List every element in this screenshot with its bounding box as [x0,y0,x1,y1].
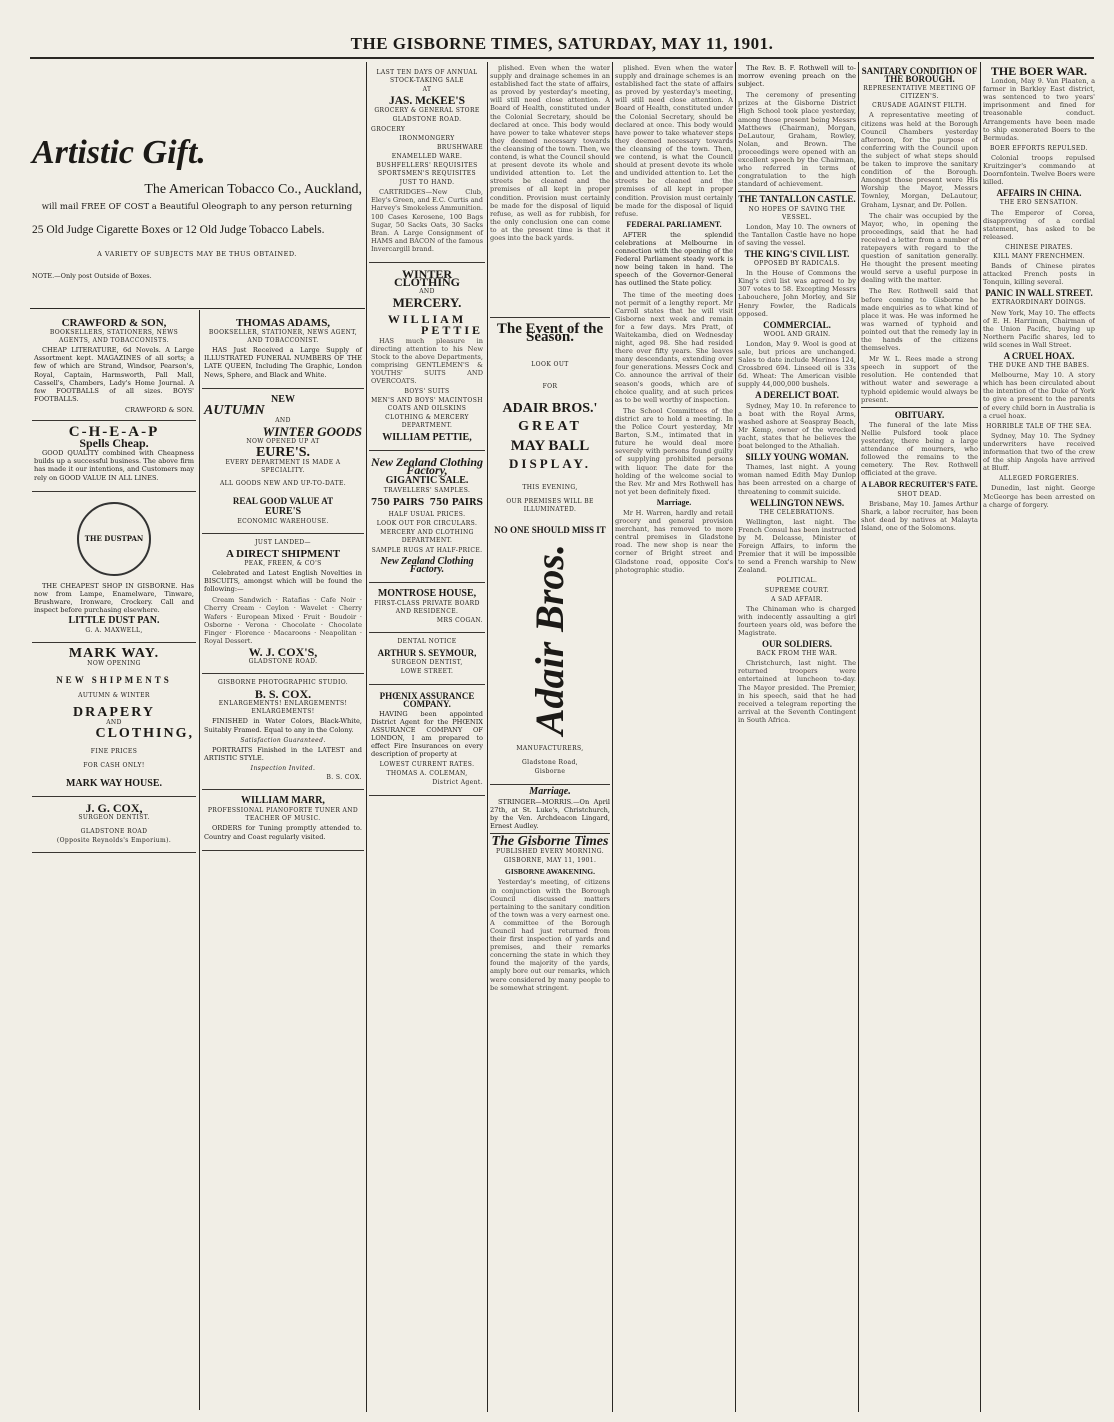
mckee-grocery: GROCERY [371,125,406,133]
pettie-william: WILLIAM [387,312,467,327]
dental-seymour: ARTHUR S. SEYMOUR, [377,648,477,659]
wjcox-biscuits: Celebrated and Latest English Novelties in BISCUITS, amongst which will be found the following:— [204,569,362,594]
col6-tantallon-sub: NO HOPES OF SAVING THE VESSEL. [748,205,846,221]
column-6 [738,64,856,1408]
col7-sanitary: SANITARY CONDITION OF THE BOROUGH. [861,66,978,85]
col4-times: The Gisborne Times [491,834,609,850]
nz-rugs: SAMPLE RUGS AT HALF-PRICE. [371,546,483,554]
pettie-and: AND [419,288,435,296]
column-2 [202,312,364,1408]
mckee-bush: BUSHFELLERS' REQUISITES SPORTSMEN'S REQUISITES [376,161,478,178]
col6-tantallon-body: London, May 10. The owners of the Tantallon Castle have no hope of saving the vessel. [738,222,856,247]
eures-allgoods: ALL GOODS NEW AND UP-TO-DATE. [219,480,347,488]
pettie-ad [369,263,485,451]
artistic-line4: A VARIETY OF SUBJECTS MAY BE THUS OBTAINED. [97,250,297,258]
adams-subtitle: BOOKSELLER, STATIONER, NEWS AGENT, AND TOBACCONIST. [208,329,358,345]
nz-gigantic: GIGANTIC SALE. [385,474,469,486]
col4-article-bottom: Yesterday's meeting, of citizens in conjunction with the Borough Council discussed matters pertaining to the sanitary condition of the town was a very earnest one. A committee of the Borough Council had just returned from their first inspection of yards and premises, and their remarks concerning the state in which they found the majority of the yards, amply bore out our remarks, which were considered by many people to be somewhat stringent. [490,878,610,992]
markway-ad [32,643,196,797]
col8-kill: KILL MANY FRENCHMEN. [993,252,1085,260]
crawford-sign: CRAWFORD & SON. [125,405,194,414]
crawford-subtitle: BOOKSELLERS, STATIONERS, NEWS AGENTS, AND TOBACCONISTS. [49,329,179,345]
column-1 [32,312,196,1408]
adair-gisborne: Gisborne [534,768,566,776]
eures-winter: WINTER GOODS [262,423,362,439]
montrose-cogan: MRS COGAN. [436,617,483,625]
col4-date: GISBORNE, MAY 11, 1901. [503,857,597,865]
col5-article-bottom: Mr H. Warren, hardly and retail grocery and general provision merchant, has removed to more central premises in Gladstone road. The new shop is near the corner of Bright street and Gladstone road, opposite Cox's photographic studio. [615,508,733,574]
dental-lowe: LOWE STREET. [400,668,454,676]
mckee-lastten: LAST TEN DAYS OF ANNUAL STOCK-TAKING SALE [376,69,478,85]
montrose-title: MONTROSE HOUSE, [377,587,477,599]
col8-panic-sub: EXTRAORDINARY DOINGS. [991,299,1087,307]
nz-mercery: MERCERY AND CLOTHING DEPARTMENT. [380,529,474,545]
dustpan-body: THE CHEAPEST SHOP IN GISBORNE. Has now from Lampe, Enamelware, Tinware, Brushware, Ironware, Crockery. Call and inspect before purchasing elsewhere. [34,581,194,614]
col6-civil: THE KING'S CIVIL LIST. [744,248,850,259]
artistic-note: NOTE.—Only post Outside of Boxes. [32,272,152,280]
pettie-pettie: PETTIE [420,323,483,338]
adair-mayball: MAY BALL [510,437,590,454]
col8-forgeries-body: Dunedin, last night. George McGeorge has been arrested on a charge of forgery. [983,484,1095,509]
col8-hoax-sub: THE DUKE AND THE BABES. [988,362,1090,370]
col6-silly-body: Thames, last night. A young woman named Edith May Dunlop has been arrested on a charge of threatening to commit suicide. [738,463,856,496]
adams-title: THOMAS ADAMS, [235,317,331,329]
markway-opening: NOW OPENING [87,660,141,668]
col6-civil-body: In the House of Commons the King's civil list was agreed to by 307 votes to 58. Excepting Messrs Labouchere, John Morley, and Sir Henry Fowler, the Radicals opposed. [738,269,856,318]
col7-shot: SHOT DEAD. [897,490,942,498]
phenix-title: PHŒNIX ASSURANCE COMPANY. [379,690,475,709]
col7-body-1: A representative meeting of citizens was held at the Borough Council Chambers yesterday afternoon, for the purpose of conferring with the Council upon the subject of what steps should be taken to improve the sanitary condition of the Borough. Amongst those present were His Worship the Mayor, Messrs Townley, Morgan, DeLautour, Graham, Lysnar, and Dr. Pollen. [861,111,978,209]
dustpan-ad [32,492,196,644]
artistic-line2: will mail FREE OF COST a Beautiful Oleograph to any person returning [41,202,353,212]
col8-hoax: A CRUEL HOAX. [1003,351,1075,361]
col6-derelict: A DERELICT BOAT. [755,390,839,401]
nz-half: HALF USUAL PRICES. [388,511,466,519]
adair-for: FOR [542,383,558,391]
column-5 [615,64,733,1408]
jgcox-surgeon: SURGEON DENTIST. [78,814,150,822]
eures-and: AND [275,416,291,424]
phenix-lowest: LOWEST CURRENT RATES. [379,761,475,769]
photo-bscox: B. S. COX. [254,687,312,702]
montrose-ad [369,583,485,633]
adair-event: The Event of the Season. [496,321,604,346]
mckee-list: CARTRIDGES—New Club, Eley's Green, and E.C. Curtis and Harvey's Smokeless Ammunition. 100 Cases Kerosene, 100 Bags Sugar, 50 Sacks Oats, 30 Sacks Bran. A Large Consignment of HAMS and BACON of the famous Invercargill brand. [371,188,483,253]
wjcox-list: Cream Sandwich · Ratafias · Cafe Noir · Cherry Cream · Ceylon · Wavelet · Cherry Wafers · European Mixed · Fruit · Boudoir · Osborne · Verona · Chocolate · Chocolate Finger · Florence · Macaroons · Neapolitan · Royal Dessert. [204,596,362,645]
col6-derelict-body: Sydney, May 10. In reference to a boat with the Royal Arms, washed ashore at Seaspray Beach, Mr Kemp, owner of the wrecked yacht, states that he believes the boat belonged to the Athaliah. [738,401,856,451]
eures-nowopen: NOW OPENED UP AT [246,438,320,446]
col7-meeting: REPRESENTATIVE MEETING OF CITIZEN'S. [863,85,976,101]
col-rule-4 [612,62,613,1412]
adair-nomiss: NO ONE SHOULD MISS IT [494,525,606,536]
col6-civil-sub: OPPOSED BY RADICALS. [753,260,841,268]
col5-federal-body: AFTER the splendid celebrations at Melbourne in connection with the opening of the Federal Parliament steady work is now being taken in hand. The speech of the Governor-General has outlined the State policy. [615,230,733,288]
jgcox-road: GLADSTONE ROAD [80,828,148,836]
artistic-rule [30,308,365,309]
col5-marriage: Marriage. [656,497,692,507]
nz-factory-ad [369,451,485,583]
pettie-mens: MEN'S AND BOYS' MACINTOSH COATS AND OILSKINS [371,397,483,413]
wjcox-title: W. J. COX'S, [248,644,318,659]
photo-inspection: Inspection Invited. [250,764,316,772]
col6-intro: The Rev. B. F. Rothwell will to-morrow evening preach on the subject. [738,64,856,89]
col8-efforts: BOER EFFORTS REPULSED. [990,144,1088,152]
adams-body: HAS Just Received a Large Supply of ILLUSTRATED FUNERAL NUMBERS OF THE LATE QUEEN, Including The Graphic, London News, Sphere, and Black and White. [204,346,362,379]
col7-crusade: CRUSADE AGAINST FILTH. [872,102,967,110]
col8-forgeries: ALLEGED FORGERIES. [999,475,1079,483]
mckee-enamelled: ENAMELLED WARE. [391,152,463,160]
dustpan-owner: G. A. MAXWELL, [85,627,143,635]
col6-wellington: WELLINGTON NEWS. [749,497,845,508]
jgcox-title: J. G. COX, [85,801,143,816]
col8-kill-body: Bands of Chinese pirates attacked French posts in Tonquin, killing several. [983,262,1095,287]
col8-panic: PANIC IN WALL STREET. [985,288,1093,299]
dental-notice: DENTAL NOTICE [397,638,457,646]
phenix-ad [369,685,485,796]
col6-silly: SILLY YOUNG WOMAN. [745,452,849,463]
markway-clothing: CLOTHING, [95,725,194,741]
photo-satisfaction: Satisfaction Guaranteed. [240,736,326,744]
jgcox-opposite: (Opposite Reynolds's Emporium). [56,837,172,845]
col7-body-2: The chair was occupied by the Mayor, who, in opening the proceedings, said that he had received a letter from a number of ratepayers with regard to the question of sanitation generally. He thought the present meeting would serve a useful purpose in dealing with the matter. [861,211,978,285]
pettie-body: HAS much pleasure in directing attention to his New Stock to the above Departments, comprising GENTLEMEN'S & YOUTHS' SUITS AND OVERCOATS. [371,336,483,385]
col6-wool-body: London, May 9. Wool is good at sale, but prices are unchanged. Sales to date include Merinos 124, Crossbred 694. Linseed oil is 33s 6d. Wheat: The American visible supply 44,000,000 bushels. [738,339,856,389]
dental-sub: SURGEON DENTIST, [391,659,463,667]
wjcox-direct: A DIRECT SHIPMENT [225,547,341,560]
eures-dept: EVERY DEPARTMENT IS MADE A SPECIALITY. [225,459,341,475]
col5-article-low: The School Committees of the district are to hold a meeting. In the Police Court yesterday, Mr Barton, S.M., intimated that in future he would deal more severely with persons found guilty of supplying prohibited persons with liquor. The date for the holding of the welcome social to the Rev. Mr and Mrs Rothwell has not yet been definitely fixed. [615,406,733,496]
markway-and: AND [106,718,122,726]
col6-wool: WOOL AND GRAIN. [763,330,831,338]
pettie-mercery: MERCERY. [392,295,462,311]
adair-ad [490,317,610,785]
col7-obituary: OBITUARY. [861,407,978,419]
markway-title: MARK WAY. [68,646,160,662]
col8-horrible-body: Sydney, May 10. The Sydney underwriters have received information that two of the crew of the ship Angola have arrived at Bluff. [983,431,1095,473]
col6-wellington-body: Wellington, last night. The French Consul has been instructed by M. Delcasse, Minister of Foreign Affairs, to inform the Premier that it will be impossible to send a French warship to New Zealand. [738,517,856,575]
adair-road: Gladstone Road, [521,759,578,767]
wjcox-addr: GLADSTONE ROAD. [248,658,318,665]
eures-name2: EURE'S [264,505,302,517]
photo-portraits: PORTRAITS Finished in the LATEST and ARTISTIC STYLE. [204,745,362,762]
crawford-body: CHEAP LITERATURE, 6d Novels. A Large Assortment kept. MAGAZINES of all sorts; a few of which are Strand, Windsor, Pearson's, Royal, Captain, Harmsworth, Pall Mall, Cassell's, Chambers, Lady's Home Journal. A few FOOTBALLS of all sizes. BOYS' FOOTBALLS. [34,346,194,403]
col4-published: PUBLISHED EVERY MORNING. [495,848,605,856]
col8-hoax-body: Melbourne, May 10. A story which has been circulated about the intention of the Duke of York to give a present to the parents of every child born in Australia is a cruel hoax. [983,371,1095,420]
marr-subtitle: PROFESSIONAL PIANOFORTE TUNER AND TEACHER OF MUSIC. [207,807,359,823]
photo-ad [202,674,364,790]
pettie-winter: WINTER CLOTHING [393,266,460,290]
col6-front: BACK FROM THE WAR. [756,650,838,658]
masthead-rule [30,57,1094,59]
eures-new: NEW [271,393,295,405]
cheap-ad [32,421,196,492]
col4-marriage: Marriage. [529,785,571,797]
photo-studio: GISBORNE PHOTOGRAPHIC STUDIO. [217,679,349,687]
col6-article-top: The ceremony of presenting prizes at the Gisborne District High School took place yesterday, among those present being Messrs Matthews (Chairman), Morgan, DeLautour, Graham, Rowley, Nolan, and Brown. The proceedings were opened with an excellent speech by the Chairman, who referred in terms of congratulation to the high standard of achievement. [738,91,856,189]
wjcox-ad [202,534,364,674]
col6-affair-body: The Chinaman who is charged with indecently assaulting a girl fourteen years old, was before the Magistrate. [738,604,856,637]
col-rule-7 [980,62,981,1412]
mckee-sub: GROCERY & GENERAL STORE [374,107,480,115]
adair-manufacturers: MANUFACTURERS, [516,745,584,753]
jgcox-ad [32,797,196,853]
col5-article-mid: The time of the meeting does not permit of a lengthy report. Mr Carroll states that he will visit Gisborne next week and remain for a few days. Mrs Pratt, of Waitekamba, died on Wednesday night, aged 98. She had resided there over fifty years. She leaves many descendants, extending over four generations. Messrs Cock and Co. announce the arrival of their season's goods, which are of choice quality, and at such prices as to be well worthy of inspection. [615,290,733,404]
markway-cash: FOR CASH ONLY! [83,761,145,769]
nz-samples: TRAVELLERS' SAMPLES. [383,486,471,494]
nz-price-right: 750 PAIRS [429,498,483,509]
cheap-title: C-H-E-A-P [68,424,160,441]
col5-article-top: plished. Even when the water supply and drainage schemes is an established fact the state of affairs as proved by yesterday's meeting, will still need close attention. A Board of Health, constituted under the Colonial Secretary, should be declared at once. This body would have power to take whatever steps they deemed necessary towards the cleansing of the town. Then, we contend, is what the Council should at present devote its whole and undivided attention to. Let the streets be cleaned and the premises of all kept in proper condition. Provision must certainly be made for the disposal of liquid refuse. [615,64,733,218]
photo-finished: FINISHED in Water Colors, Black-White, Suitably Framed. Equal to any in the Colony. [204,717,362,734]
col6-soldiers-body: Christchurch, last night. The returned troopers were entertained at luncheon to-day. The Mayor presided. The Premier, in his speech, said that he had received a telegram reporting the arrival at the Seventh Contingent in South Africa. [738,659,856,724]
col-rule-6 [858,62,859,1412]
col8-china-body: The Emperor of Corea, disapproving of a cordial statement, has asked to be released. [983,208,1095,241]
col6-affair: A SAD AFFAIR. [771,595,823,603]
nz-title: New Zealand Clothing Factory, [371,454,484,477]
mckee-ad [369,64,485,263]
crawford-ad [32,312,196,421]
adair-vertical-logo: Adair Bros. [526,544,572,736]
mckee-landed: JUST TO HAND. [399,179,455,187]
column-4 [490,64,610,1408]
marr-orders: ORDERS for Tuning promptly attended to. Country and Coast regularly visited. [204,824,362,841]
marr-title: WILLIAM MARR, [241,795,325,807]
col-rule-2 [366,62,367,1412]
wjcox-landed: JUST LANDED— [255,538,311,546]
eures-name: EURE'S. [255,445,311,461]
adams-ad [202,312,364,389]
dental-ad [369,633,485,684]
col8-horrible: HORRIBLE TALE OF THE SEA. [986,422,1092,430]
col6-soldiers: OUR SOLDIERS. [761,639,833,650]
cheap-subtitle: Spells Cheap. [79,436,149,451]
markway-prices: FINE PRICES [90,747,138,755]
eures-economic: ECONOMIC WAREHOUSE. [237,517,329,525]
col-rule-1 [199,310,200,1410]
col-rule-5 [735,62,736,1412]
col8-china-sub: THE ERO SENSATION. [999,199,1079,207]
markway-shipments: NEW SHIPMENTS [56,675,172,686]
dustpan-sign: LITTLE DUST PAN. [68,614,160,626]
mckee-brushware: BRUSHWARE [436,143,483,151]
col4-article-top: plished. Even when the water supply and drainage schemes in an established fact the state of affairs, as proved by yesterday's meeting, will still need close attention. A Board of Health, constituted under the Colonial Secretary, should be declared at once. This body would have power to take whatever steps they deemed necessary towards the cleansing of the town. Then, we contend, is what the Council should at present devote its whole and undivided attention to. Let the streets be cleaned and the premises of all kept in proper condition. Provision must certainly be made for the disposal of liquid refuse, as well as for rubbish, for the only conclusion one can come to at the present time is that it goes into the back yards. [490,64,610,242]
col6-commercial: COMMERCIAL. [763,319,831,330]
col7-body-4: Mr W. L. Rees made a strong speech in support of the resolution. He contended that without water and sewerage a typhoid epidemic would always be present. [861,355,978,404]
nz-prices-row [371,499,483,507]
markway-drapery: DRAPERY [73,704,155,720]
col8-china: AFFAIRS IN CHINA. [996,188,1082,199]
col8-panic-body: New York, May 10. The effects of E. H. Harriman, Chairman of the Union Pacific, buying up Northern Pacific shares, led to wild scenes in Wall Street. [983,308,1095,349]
phenix-coleman: THOMAS A. COLEMAN, [386,770,468,778]
adair-display: DISPLAY. [509,455,591,471]
artistic-gift-ad [32,62,362,306]
markway-autumn: AUTUMN & WINTER [78,692,150,700]
column-3 [369,64,485,1408]
pettie-boys: BOYS' SUITS [404,388,450,396]
artistic-line1: The American Tobacco Co., Auckland, [144,182,362,197]
nz-price-left: 750 PAIRS [371,498,425,509]
photo-enlarge: ENLARGEMENTS! ENLARGEMENTS! ENLARGEMENTS! [218,700,348,716]
col8-boer: THE BOER WAR. [990,64,1088,78]
artistic-title: Artistic Gift. [32,134,206,171]
mckee-title: JAS. McKEE'S [388,95,466,108]
eures-value: REAL GOOD VALUE AT [232,495,334,506]
markway-house: MARK WAY HOUSE. [65,778,163,789]
column-8 [983,64,1095,1408]
col8-efforts-body: Colonial troops repulsed Kruitzinger's commando at Doornfontein. Twelve Boers were killed. [983,153,1095,187]
adair-evening: THIS EVENING, [522,483,578,491]
eures-autumn: AUTUMN [204,402,265,418]
col8-chinese: CHINESE PIRATES. [1005,243,1073,251]
col7-body-3: The Rev. Rothwell said that before coming to Gisborne he made enquiries as to what kind of place it was. He was informed he was warned of typhoid and pointed out that the remedy lay in the hands of the citizens themselves. [861,287,978,353]
col8-boer-body: London, May 9. Van Plaaten, a farmer in Barkley East district, was sentenced to two years' imprisonment and fined for treasonable conduct. Arrangements have been made to ship exonerated Boers to the Bermudas. [983,77,1095,142]
pettie-clothing: CLOTHING & MERCERY DEPARTMENT. [385,414,469,430]
phenix-body: HAVING been appointed District Agent for the PHŒNIX ASSURANCE COMPANY OF LONDON, I am prepared to effect Fire Insurances on every description of property at [371,709,483,759]
col5-federal: FEDERAL PARLIAMENT. [626,219,722,229]
col7-recruit-body: Brisbane, May 10. James Arthur Shark, a labor recruiter, has been shot dead by natives at Malayta Island, one of the Solomons. [861,499,978,532]
mckee-addr: GLADSTONE ROAD. [392,116,462,124]
col6-political: POLITICAL. [776,577,818,585]
column-7 [861,64,978,1408]
photo-sign: B. S. COX. [326,774,362,782]
col6-court: SUPREME COURT. [764,586,830,594]
mckee-at: AT [422,86,432,94]
adair-illuminated: OUR PREMISES WILL BE ILLUMINATED. [506,497,594,513]
col7-recruit: A LABOR RECRUITER'S FATE. [861,479,978,489]
adair-lookout: LOOK OUT [531,361,569,369]
col4-marriage-body: STRINGER—MORRIS.—On April 27th, at St. Luke's, Christchurch, by the Ven. Archdeacon Lingard, Ernest Audley. [490,797,610,830]
mckee-ironmongery: IRONMONGERY [399,134,455,142]
col6-tantallon: THE TANTALLON CASTLE. [738,191,856,203]
col-rule-3 [487,62,488,1412]
nz-title2: New Zealand Clothing Factory. [380,555,474,575]
cheap-body: GOOD QUALITY combined with Cheapness builds up a successful business. The above firm has made it our intentions, and Customers may rely on GOOD VALUE IN ALL LINES. [34,449,194,482]
adair-name: ADAIR BROS.' [502,401,598,417]
masthead: THE GISBORNE TIMES, SATURDAY, MAY 11, 1901. [350,34,774,53]
marr-ad [202,790,364,850]
nz-lookout: LOOK OUT FOR CIRCULARS. [376,520,478,528]
col7-obituary-body: The funeral of the late Miss Nellie Pulsford took place yesterday, there being a large attendance of mourners, who followed the remains to the cemetery. The Rev. Rothwell officiated at the grave. [861,420,978,478]
col4-awakening: GISBORNE AWAKENING. [504,867,596,877]
wjcox-peak: PEAK, FREEN, & CO'S [244,559,322,567]
adair-great: GREAT [518,419,582,435]
dustpan-logo: THE DUSTPAN [77,502,151,576]
eures-ad [202,389,364,534]
phenix-district: District Agent. [432,779,483,787]
artistic-line3: 25 Old Judge Cigarette Boxes or 12 Old Judge Tobacco Labels. [32,224,325,236]
pettie-full: WILLIAM PETTIE, [382,431,472,443]
crawford-title: CRAWFORD & SON, [61,317,167,329]
col6-celebrations: THE CELEBRATIONS. [759,508,835,516]
montrose-firstclass: FIRST-CLASS PRIVATE BOARD AND RESIDENCE. [374,599,480,615]
